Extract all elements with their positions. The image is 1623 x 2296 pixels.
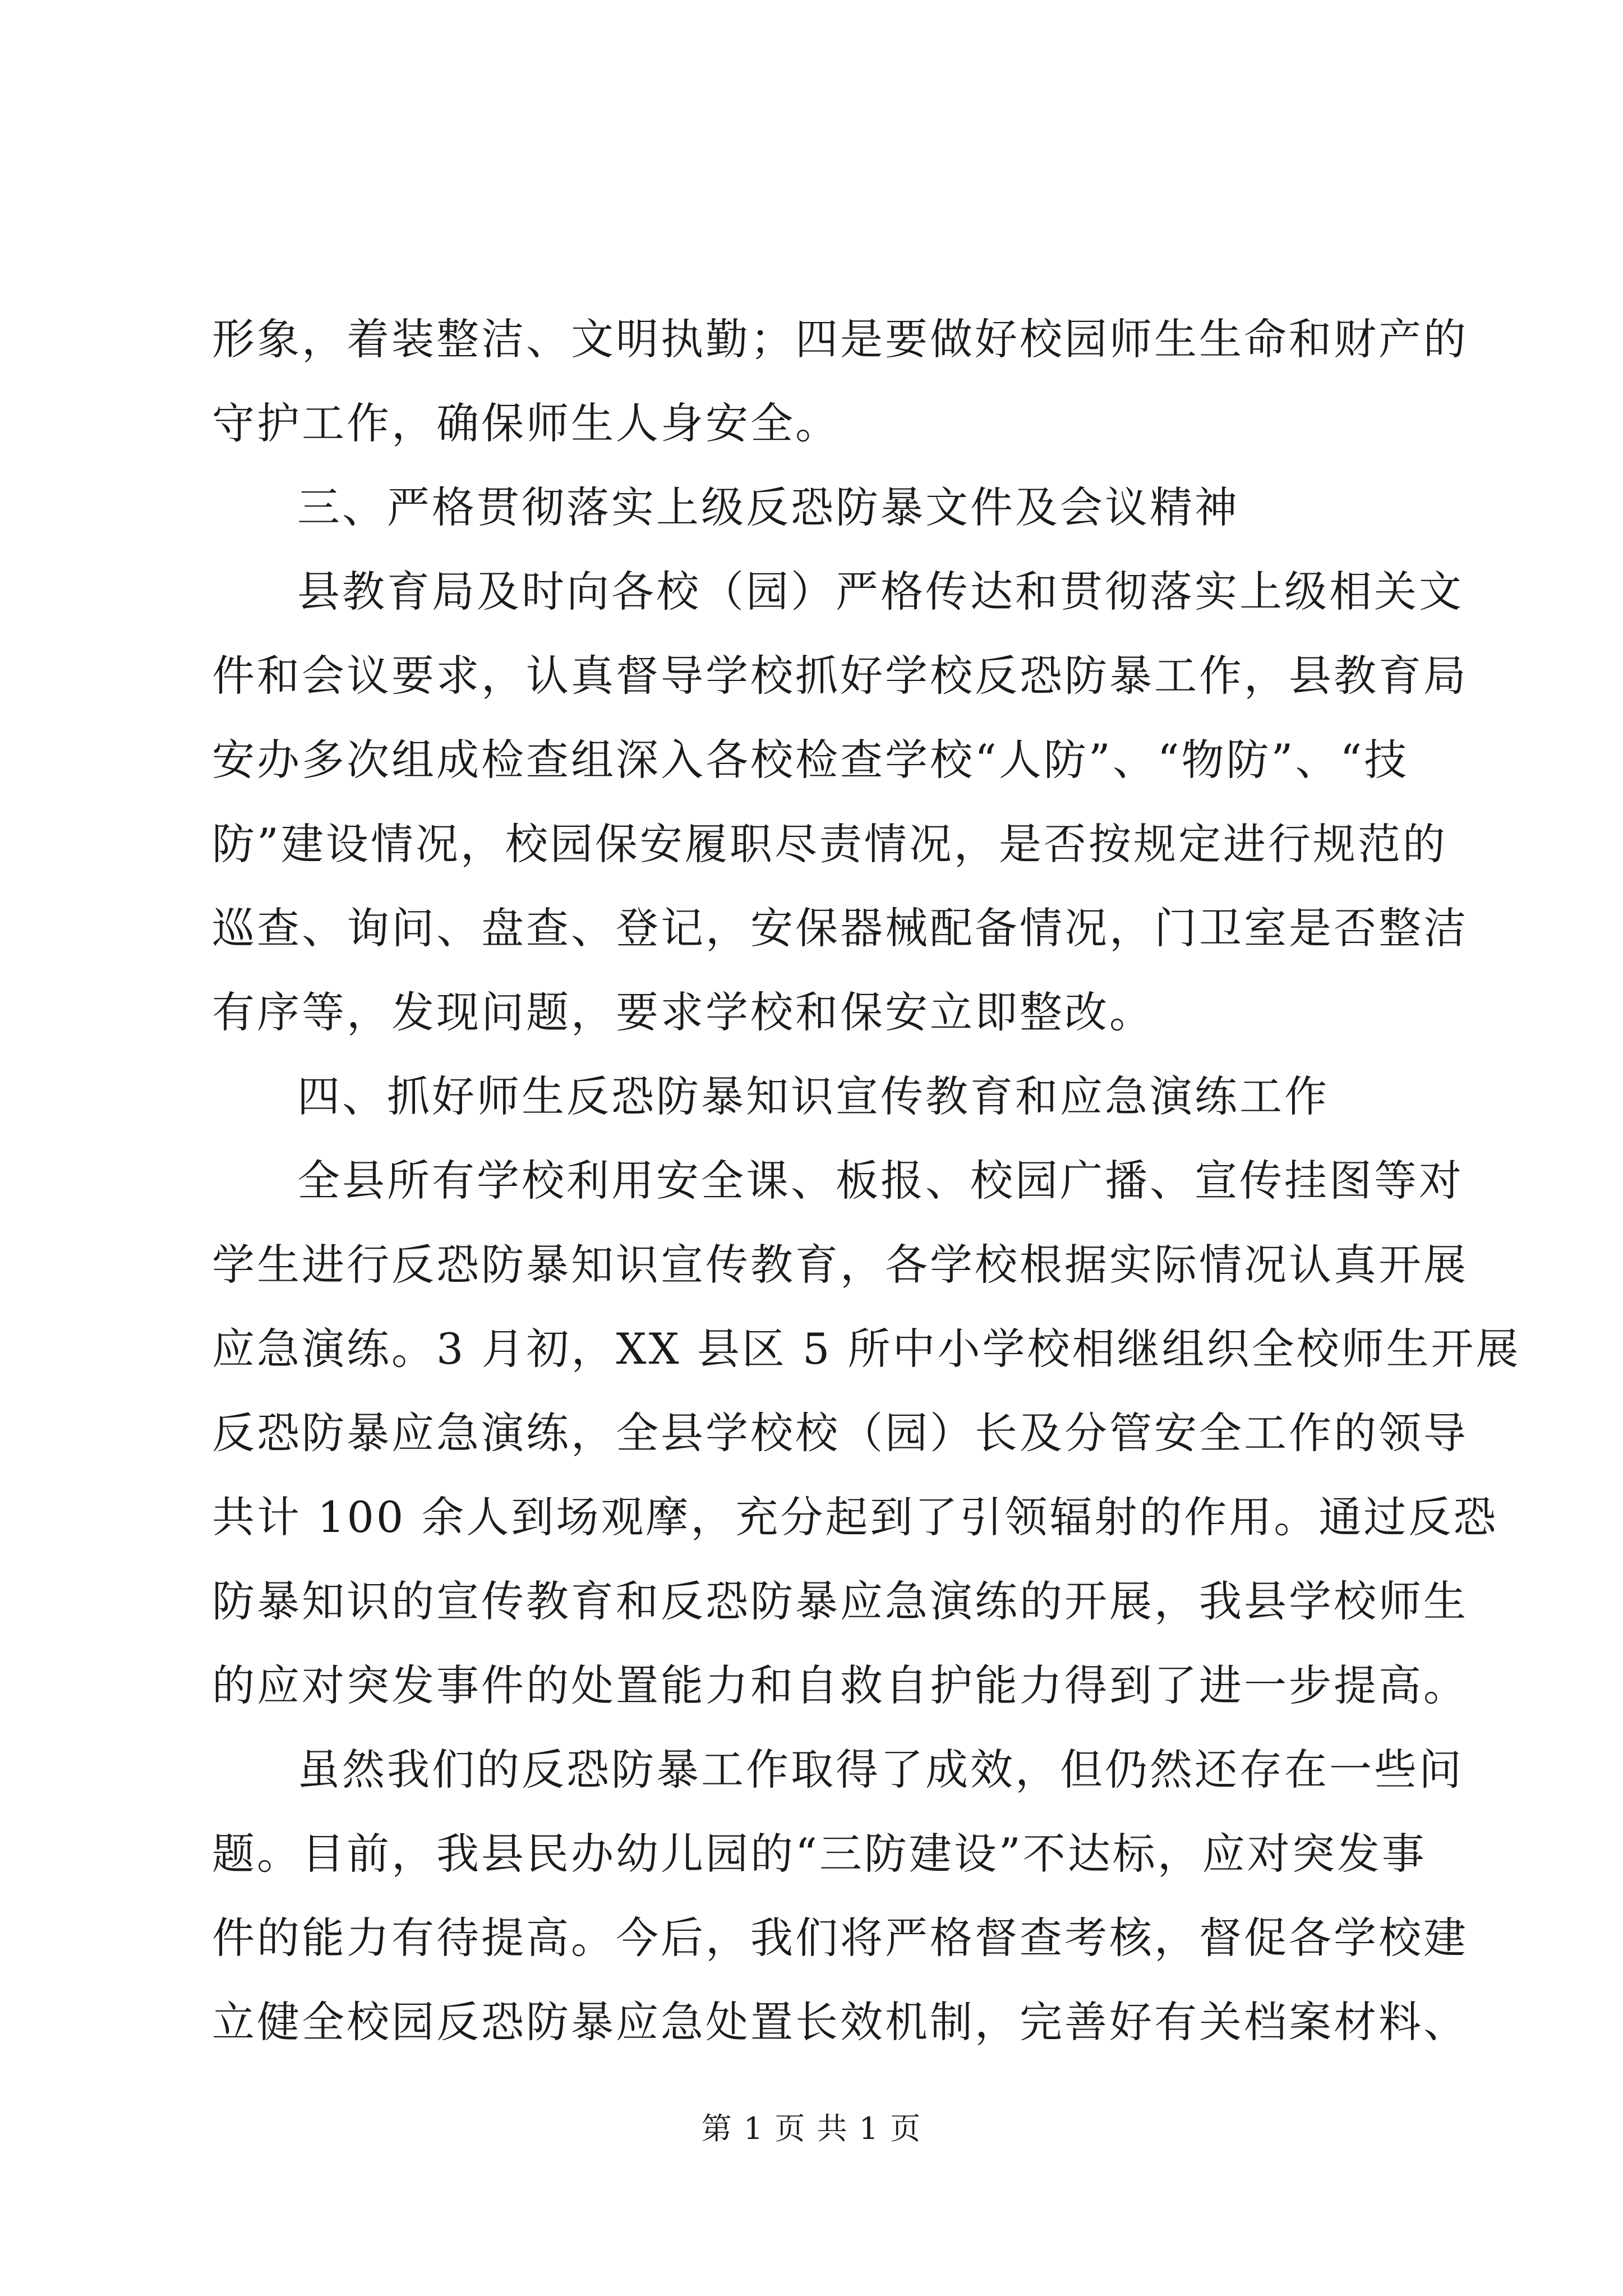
- text-line: 件的能力有待提高。今后，我们将严格督查考核，督促各学校建: [212, 1913, 1468, 1963]
- text-line: 县教育局及时向各校（园）严格传达和贯彻落实上级相关文: [297, 567, 1464, 616]
- text-line: 题。目前，我县民办幼儿园的“三防建设”不达标，应对突发事: [212, 1829, 1427, 1879]
- text-line: 防暴知识的宣传教育和反恐防暴应急演练的开展，我县学校师生: [212, 1576, 1468, 1626]
- text-line: 虽然我们的反恐防暴工作取得了成效，但仍然还存在一些问: [297, 1745, 1464, 1795]
- text-line: 三、严格贯彻落实上级反恐防暴文件及会议精神: [297, 482, 1239, 532]
- text-line: 全县所有学校利用安全课、板报、校园广播、宣传挂图等对: [297, 1156, 1464, 1205]
- text-line: 巡查、询问、盘查、登记，安保器械配备情况，门卫室是否整洁: [212, 903, 1468, 953]
- text-line: 应急演练。3 月初，XX 县区 5 所中小学校相继组织全校师生开展: [212, 1324, 1521, 1374]
- page-footer: 第 1 页 共 1 页: [701, 2111, 922, 2146]
- text-line: 有序等，发现问题，要求学校和保安立即整改。: [212, 987, 1154, 1037]
- text-line: 的应对突发事件的处置能力和自救自护能力得到了进一步提高。: [212, 1660, 1468, 1710]
- text-line: 四、抓好师生反恐防暴知识宣传教育和应急演练工作: [297, 1071, 1329, 1121]
- text-line: 件和会议要求，认真督导学校抓好学校反恐防暴工作，县教育局: [212, 651, 1468, 701]
- text-line: 安办多次组成检查组深入各校检查学校“人防”、“物防”、“技: [212, 735, 1409, 785]
- text-line: 学生进行反恐防暴知识宣传教育，各学校根据实际情况认真开展: [212, 1240, 1468, 1290]
- document-body: [212, 297, 1521, 2064]
- text-line: 防”建设情况，校园保安履职尽责情况，是否按规定进行规范的: [212, 819, 1447, 869]
- text-line: 形象，着装整洁、文明执勤；四是要做好校园师生生命和财产的: [212, 314, 1468, 364]
- text-line: 共计 100 余人到场观摩，充分起到了引领辐射的作用。通过反恐: [212, 1492, 1498, 1542]
- text-line: 立健全校园反恐防暴应急处置长效机制，完善好有关档案材料、: [212, 1997, 1468, 2047]
- text-line: 守护工作，确保师生人身安全。: [212, 398, 840, 448]
- text-line: 反恐防暴应急演练，全县学校校（园）长及分管安全工作的领导: [212, 1408, 1468, 1458]
